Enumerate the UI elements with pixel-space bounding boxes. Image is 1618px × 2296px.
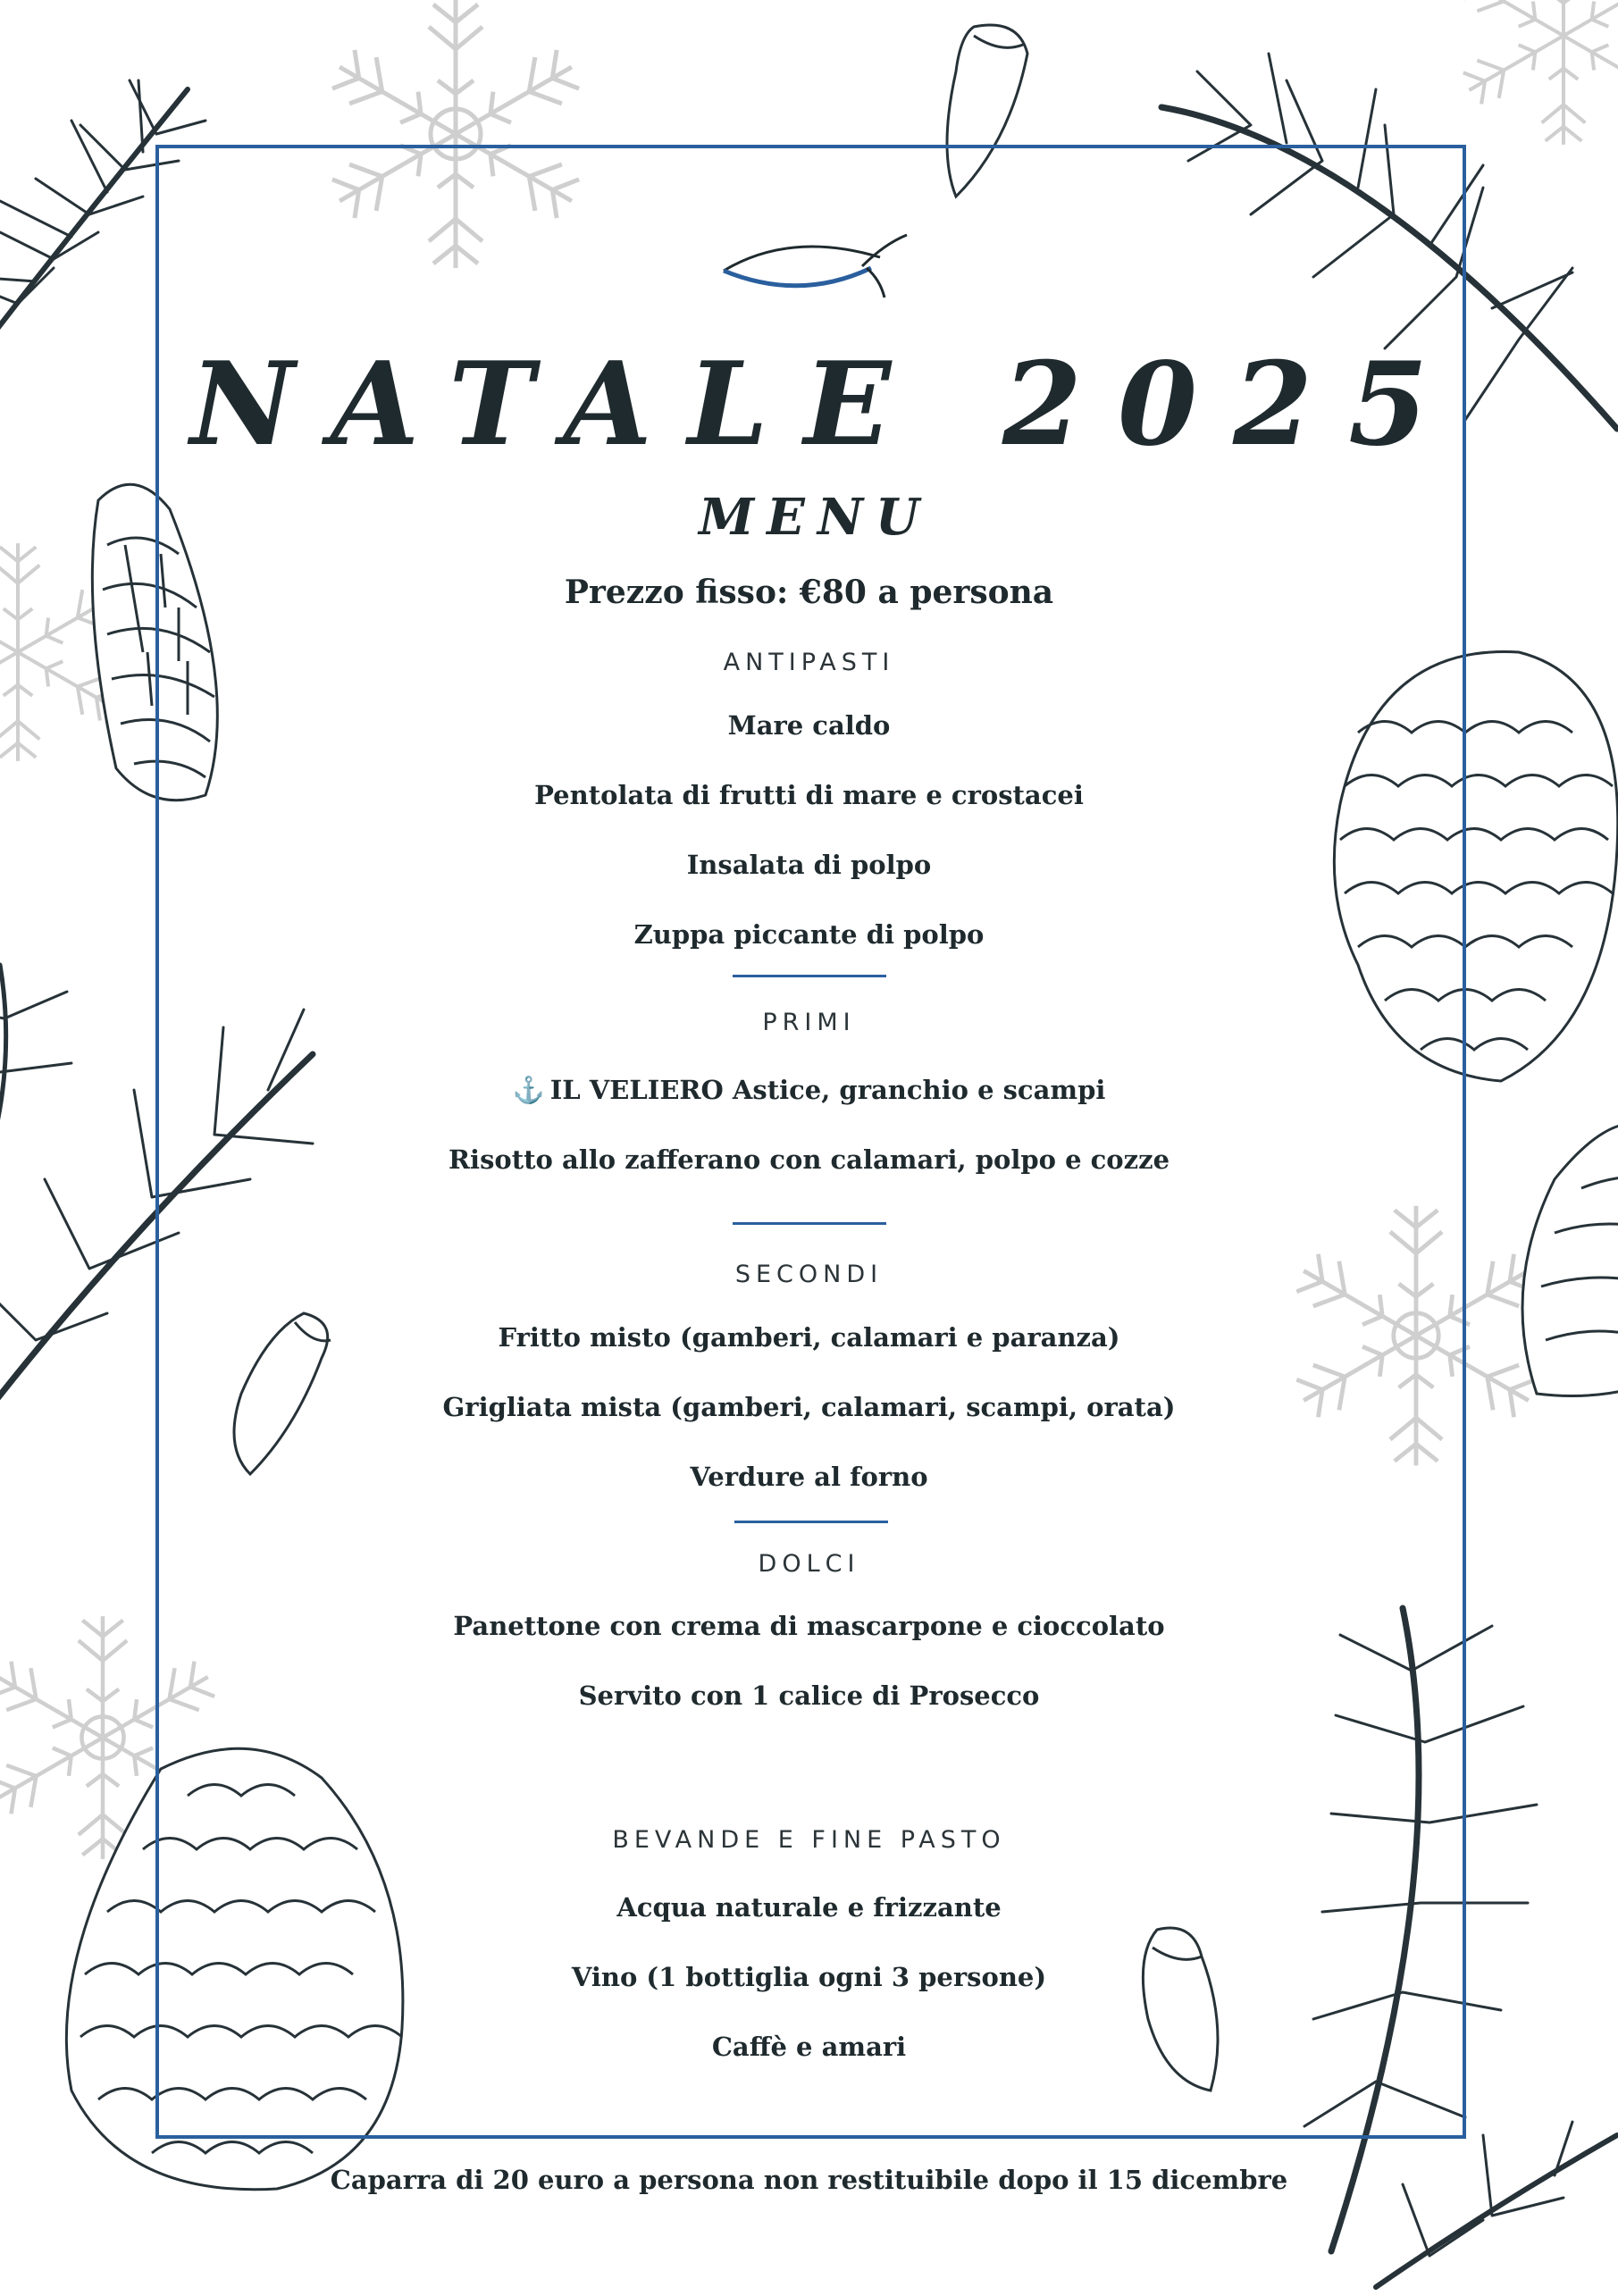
section-divider (734, 1521, 888, 1523)
section-primi (0, 1005, 1618, 1177)
deposit-note: Caparra di 20 euro a persona non restituibile dopo il 15 dicembre (330, 2165, 1288, 2195)
menu-item: Grigliata mista (gamberi, calamari, scampi, orata) (442, 1392, 1176, 1422)
section-title: SECONDI (734, 1261, 884, 1288)
menu-item: Vino (1 bottiglia ogni 3 persone) (571, 1962, 1047, 1992)
section-dolci (0, 1546, 1618, 1714)
section-title: DOLCI (758, 1550, 860, 1578)
menu-item: Pentolata di frutti di mare e crostacei (534, 780, 1084, 810)
menu-item: Servito con 1 calice di Prosecco (578, 1680, 1040, 1711)
menu-item: Acqua naturale e frizzante (616, 1892, 1002, 1923)
section-title: ANTIPASTI (723, 649, 895, 676)
section-title: BEVANDE E FINE PASTO (612, 1826, 1006, 1854)
menu-item: Caffè e amari (711, 2032, 907, 2062)
menu-subtitle: MENU (699, 488, 932, 547)
pine-branch-icon (1358, 2117, 1618, 2296)
page-title: NATALE 2025 (189, 338, 1464, 472)
menu-item: Fritto misto (gamberi, calamari e paranza) (498, 1322, 1120, 1353)
menu-item: Panettone con crema di mascarpone e cioccolato (453, 1611, 1165, 1641)
menu-item-text: IL VELIERO Astice, granchio e scampi (549, 1075, 1106, 1105)
section-secondi (0, 1257, 1618, 1495)
menu-item: Mare caldo (727, 710, 891, 741)
menu-item (0, 1072, 1618, 1108)
section-bevande (0, 1823, 1618, 2065)
fixed-price: Prezzo fisso: €80 a persona (564, 574, 1054, 611)
section-antipasti (0, 645, 1618, 952)
menu-item: Insalata di polpo (686, 850, 932, 880)
section-title: PRIMI (762, 1009, 856, 1036)
menu-item: Risotto allo zafferano con calamari, polpo e cozze (448, 1144, 1170, 1175)
section-divider (733, 1222, 886, 1225)
anchor-icon: ⚓ (512, 1075, 545, 1105)
fish-logo-icon (719, 230, 911, 302)
section-divider (733, 975, 886, 977)
menu-item: Verdure al forno (690, 1462, 928, 1492)
menu-item: Zuppa piccante di polpo (633, 919, 985, 950)
